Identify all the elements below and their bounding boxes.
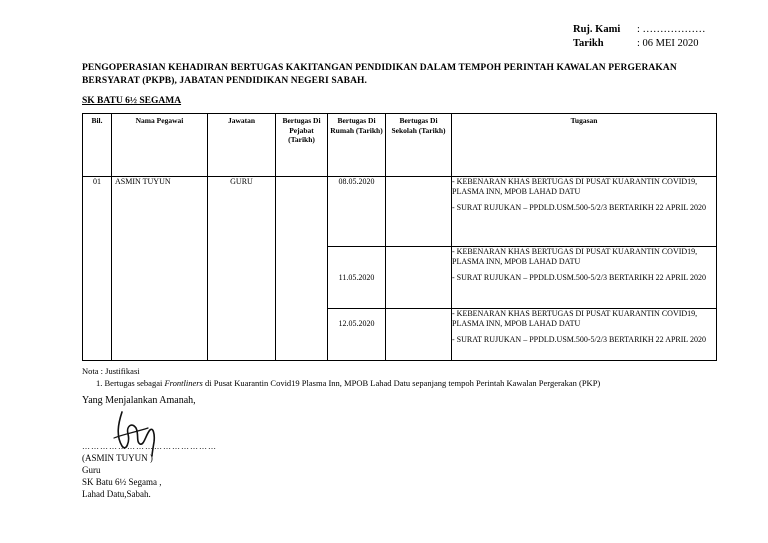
task-text: - KEBENARAN KHAS BERTUGAS DI PUSAT KUARANTIN COVID19, PLASMA INN, MPOB LAHAD DATU [452, 309, 698, 328]
cell-rumah-date-3: 12.05.2020 [328, 309, 386, 361]
notes-item [82, 377, 600, 389]
task-reference: - SURAT RUJUKAN – PPDLD.USM.500-5/2/3 BERTARIKH 22 APRIL 2020 [452, 273, 707, 282]
reference-line [573, 24, 706, 35]
signatory-town: Lahad Datu,Sabah. [82, 489, 151, 499]
table-row [83, 177, 717, 247]
header-nama: Nama Pegawai [112, 114, 208, 177]
cell-bil: 01 [83, 177, 112, 361]
table-header-row [83, 114, 717, 177]
notes-heading: Nota : Justifikasi [82, 366, 140, 376]
attendance-table [82, 113, 717, 361]
header-tugasan: Tugasan [452, 114, 717, 177]
date-value: : 06 MEI 2020 [637, 38, 699, 49]
reference-label: Ruj. Kami [573, 24, 621, 35]
cell-jawatan: GURU [208, 177, 276, 361]
cell-tugasan-1 [452, 177, 717, 247]
header-jawatan: Jawatan [208, 114, 276, 177]
school-name: SK BATU 6½ SEGAMA [82, 96, 182, 106]
signatory-school: SK Batu 6½ Segama , [82, 477, 162, 487]
signatory-name: (ASMIN TUYUN ) [82, 453, 153, 463]
signature-dotted-line: ……………………………………… [82, 442, 217, 451]
cell-rumah-date-2: 11.05.2020 [328, 247, 386, 309]
signatory-block [82, 452, 162, 500]
reference-value: : ……………… [637, 24, 706, 35]
cell-rumah-date-1: 08.05.2020 [328, 177, 386, 247]
notes [82, 365, 600, 389]
signoff-line: Yang Menjalankan Amanah, [82, 395, 196, 406]
cell-sekolah-2 [386, 247, 452, 309]
task-text: - KEBENARAN KHAS BERTUGAS DI PUSAT KUARANTIN COVID19, PLASMA INN, MPOB LAHAD DATU [452, 247, 698, 266]
date-line [573, 38, 699, 49]
cell-sekolah-3 [386, 309, 452, 361]
header-rumah: Bertugas Di Rumah (Tarikh) [328, 114, 386, 177]
cell-tugasan-3 [452, 309, 717, 361]
cell-tugasan-2 [452, 247, 717, 309]
cell-sekolah-1 [386, 177, 452, 247]
notes-item-italic: Frontliners [164, 378, 203, 388]
signatory-position: Guru [82, 465, 101, 475]
date-label: Tarikh [573, 38, 604, 49]
header-sekolah: Bertugas Di Sekolah (Tarikh) [386, 114, 452, 177]
task-reference: - SURAT RUJUKAN – PPDLD.USM.500-5/2/3 BERTARIKH 22 APRIL 2020 [452, 203, 707, 212]
task-text: - KEBENARAN KHAS BERTUGAS DI PUSAT KUARANTIN COVID19, PLASMA INN, MPOB LAHAD DATU [452, 177, 698, 196]
header-pejabat: Bertugas Di Pejabat (Tarikh) [276, 114, 328, 177]
notes-item-suffix: di Pusat Kuarantin Covid19 Plasma Inn, MPOB Lahad Datu sepanjang tempoh Perintah Kawalan Pergerakan (PKP) [202, 378, 601, 388]
header-bil: Bil. [83, 114, 112, 177]
notes-item-prefix: 1. Bertugas sebagai [96, 378, 165, 388]
cell-nama: ASMIN TUYUN [112, 177, 208, 361]
task-reference: - SURAT RUJUKAN – PPDLD.USM.500-5/2/3 BERTARIKH 22 APRIL 2020 [452, 335, 707, 344]
document-title: PENGOPERASIAN KEHADIRAN BERTUGAS KAKITANGAN PENDIDIKAN DALAM TEMPOH PERINTAH KAWALAN PERGERAKAN BERSYARAT (PKPB), JABATAN PENDIDIKAN NEGERI SABAH. [82, 63, 677, 86]
cell-pejabat [276, 177, 328, 361]
